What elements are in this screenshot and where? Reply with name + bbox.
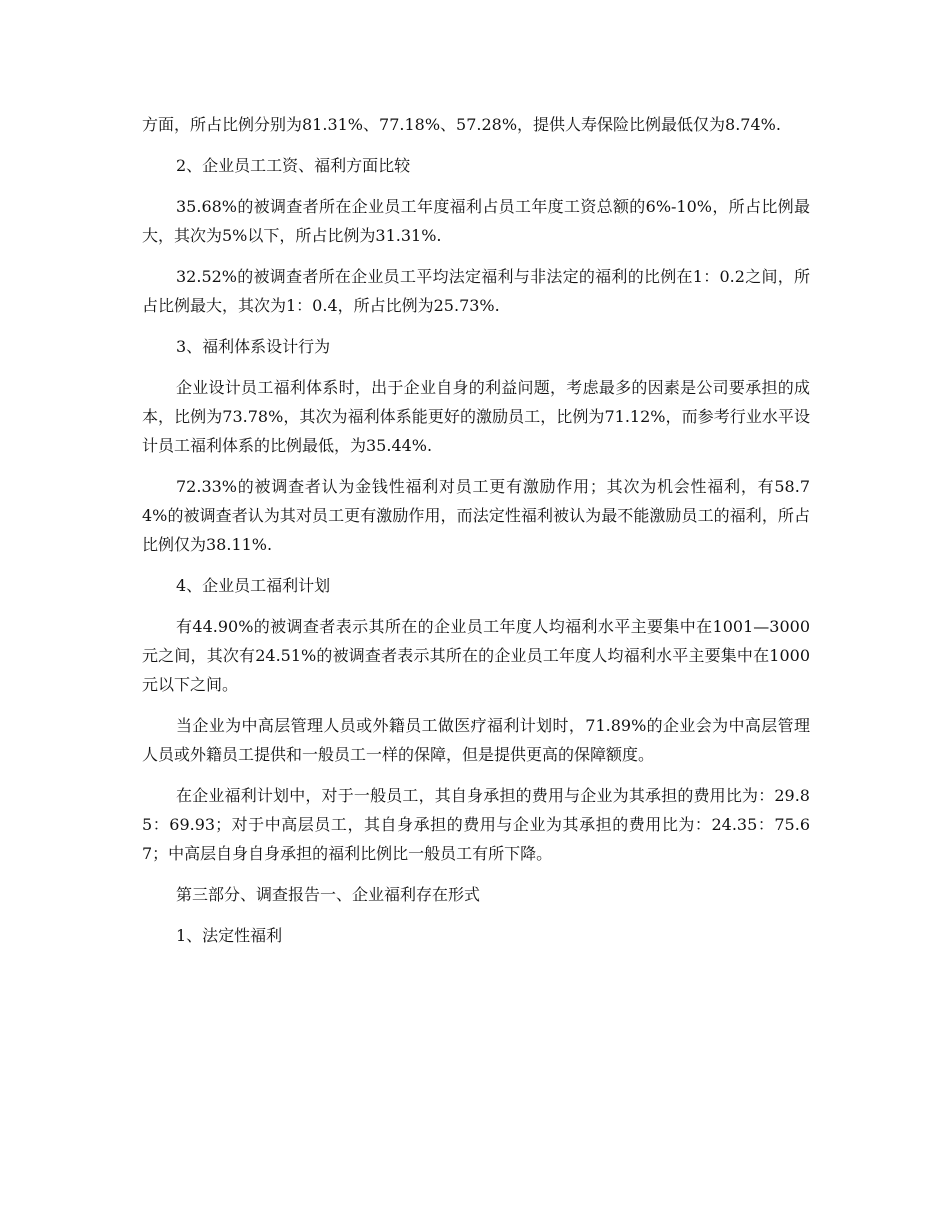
section-heading-4: 4、企业员工福利计划	[176, 576, 331, 595]
document-page	[142, 110, 810, 962]
section-heading-2: 2、企业员工工资、福利方面比较	[176, 156, 411, 175]
paragraph-7: 72.33%的被调查者认为金钱性福利对员工更有激励作用；其次为机会性福利，有58.74%的被调查者认为其对员工更有激励作用，而法定性福利被认为最不能激励员工的福利，所占比例仅为38.11%.	[142, 477, 810, 554]
paragraph-3: 35.68%的被调查者所在企业员工年度福利占员工年度工资总额的6%-10%，所占比例最大，其次为5%以下，所占比例为31.31%.	[142, 197, 810, 245]
subheading-statutory-welfare: 1、法定性福利	[176, 926, 283, 945]
paragraph-10: 当企业为中高层管理人员或外籍员工做医疗福利计划时，71.89%的企业会为中高层管理人员或外籍员工提供和一般员工一样的保障，但是提供更高的保障额度。	[142, 716, 810, 764]
paragraph-6: 企业设计员工福利体系时，出于企业自身的利益问题，考虑最多的因素是公司要承担的成本，比例为73.78%，其次为福利体系能更好的激励员工，比例为71.12%，而参考行业水平设计员工福利体系的比例最低，为35.44%.	[142, 378, 810, 455]
part-three-heading: 第三部分、调查报告一、企业福利存在形式	[176, 885, 481, 904]
paragraph-11: 在企业福利计划中，对于一般员工，其自身承担的费用与企业为其承担的费用比为：29.85：69.93；对于中高层员工，其自身承担的费用与企业为其承担的费用比为：24.35：75.67；中高层自身自身承担的福利比例比一般员工有所下降。	[142, 786, 810, 863]
paragraph-9: 有44.90%的被调查者表示其所在的企业员工年度人均福利水平主要集中在1001—3000元之间，其次有24.51%的被调查者表示其所在的企业员工年度人均福利水平主要集中在1000元以下之间。	[142, 617, 810, 694]
paragraph-4: 32.52%的被调查者所在企业员工平均法定福利与非法定的福利的比例在1：0.2之间，所占比例最大，其次为1：0.4，所占比例为25.73%.	[142, 267, 810, 315]
paragraph-1: 方面，所占比例分别为81.31%、77.18%、57.28%，提供人寿保险比例最低仅为8.74%.	[142, 115, 781, 134]
section-heading-3: 3、福利体系设计行为	[176, 337, 331, 356]
